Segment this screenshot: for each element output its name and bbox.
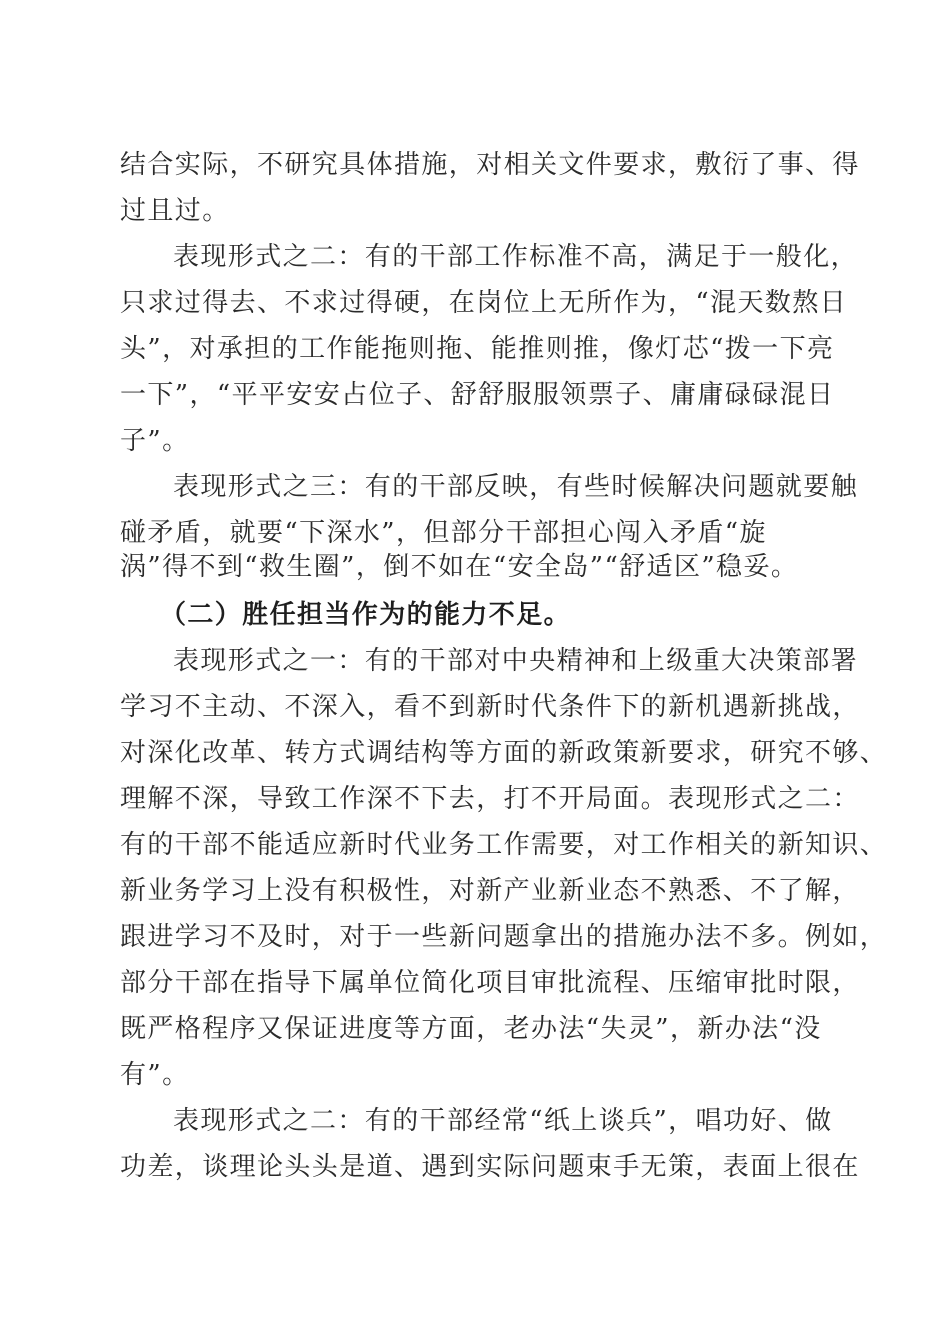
body-text-line: 过且过。 [120,196,230,226]
body-text-line: 新业务学习上没有积极性，对新产业新业态不熟悉、不了解， [120,876,860,906]
body-text-line: 功差，谈理论头头是道、遇到实际问题束手无策，表面上很在 [120,1152,860,1182]
body-text-line: 子”。 [120,426,190,456]
body-text-line: 涡”得不到“救生圈”，倒不如在“安全岛”“舒适区”稳妥。 [120,552,799,582]
body-text-line: 跟进学习不及时，对于一些新问题拿出的措施办法不多。例如， [120,922,888,952]
body-text-line: 理解不深，导致工作深不下去，打不开局面。表现形式之二： [120,784,860,814]
body-text-line: 碰矛盾，就要“下深水”，但部分干部担心闯入矛盾“旋 [120,518,767,548]
paragraph-first-line: 表现形式之三：有的干部反映，有些时候解决问题就要触 [173,472,859,502]
body-text-line: 学习不主动、不深入，看不到新时代条件下的新机遇新挑战， [120,692,860,722]
paragraph-first-line: 表现形式之一：有的干部对中央精神和上级重大决策部署 [173,646,859,676]
body-text-line: 只求过得去、不求过得硬，在岗位上无所作为，“混天数熬日 [120,288,848,318]
body-text-line: 一下”，“平平安安占位子、舒舒服服领票子、庸庸碌碌混日 [120,380,835,410]
body-text-line: 既严格程序又保证进度等方面，老办法“失灵”，新办法“没 [120,1014,822,1044]
body-text-line: 部分干部在指导下属单位简化项目审批流程、压缩审批时限， [120,968,860,998]
body-text-line: 有的干部不能适应新时代业务工作需要，对工作相关的新知识、 [120,830,888,860]
paragraph-first-line: 表现形式之二：有的干部工作标准不高，满足于一般化， [173,242,859,272]
paragraph-first-line: 表现形式之二：有的干部经常“纸上谈兵”，唱功好、做 [173,1106,833,1136]
section-heading: （二）胜任担当作为的能力不足。 [160,600,572,630]
body-text-line: 对深化改革、转方式调结构等方面的新政策新要求，研究不够、 [120,738,888,768]
body-text-line: 结合实际，不研究具体措施，对相关文件要求，敷衍了事、得 [120,150,860,180]
body-text-line: 头”，对承担的工作能拖则拖、能推则推，像灯芯“拨一下亮 [120,334,835,364]
body-text-line: 有”。 [120,1060,190,1090]
